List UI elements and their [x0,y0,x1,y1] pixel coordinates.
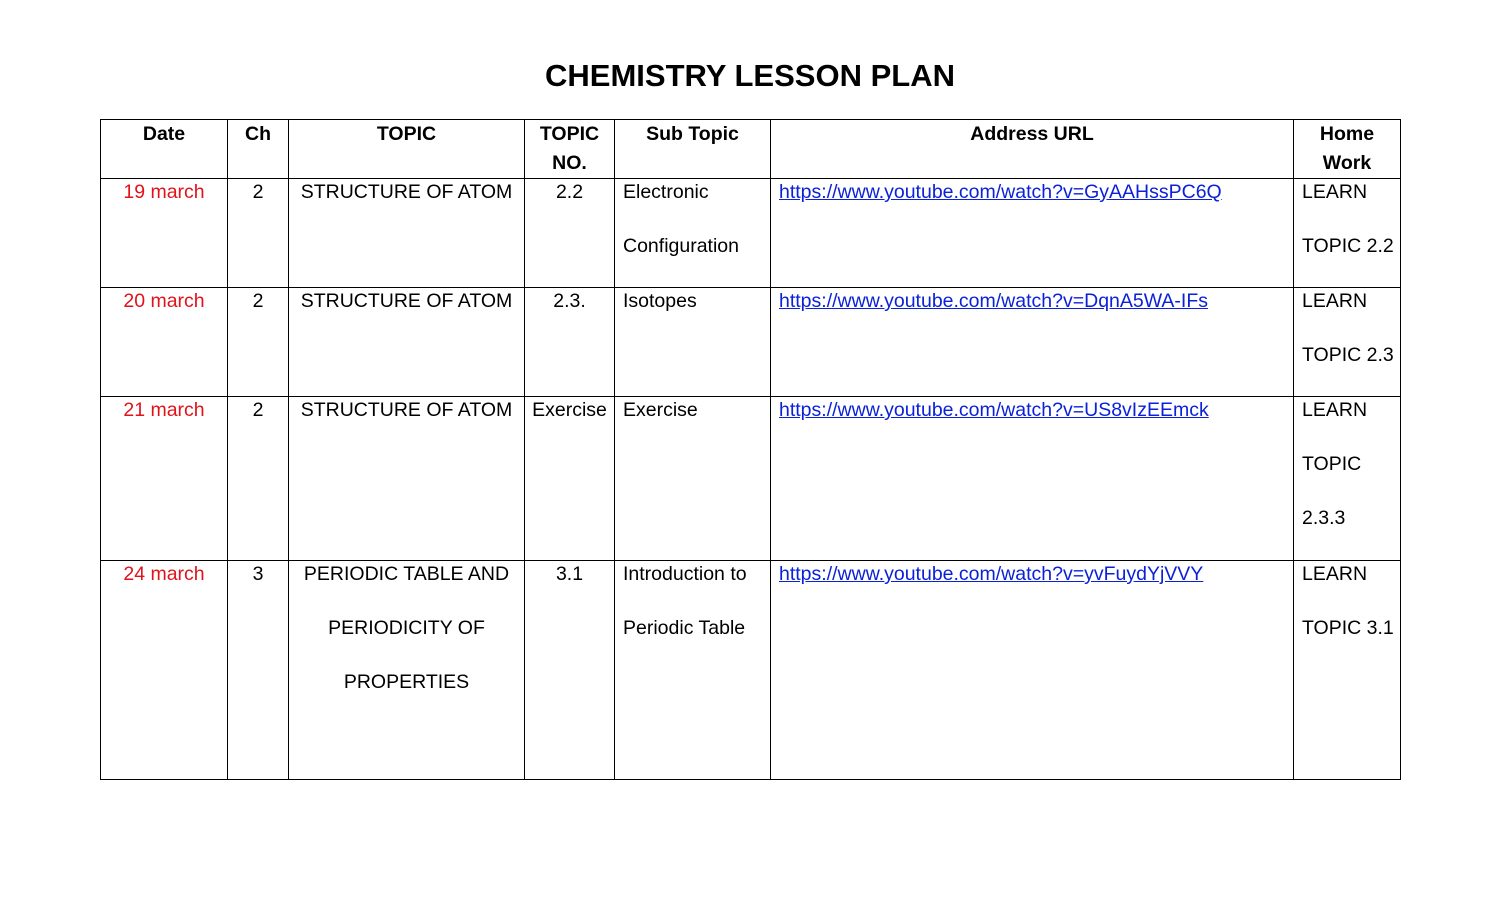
header-url: Address URL [771,120,1294,179]
topic-line: PERIODIC TABLE AND [303,563,510,585]
url-cell [771,561,1294,780]
homework-cell [1294,288,1401,397]
date-text: 24 march [123,563,205,585]
topic-no-cell [525,179,615,288]
chapter-text: 2 [252,181,264,203]
homework-line: TOPIC 2.3 [1302,344,1394,366]
url-cell [771,397,1294,561]
homework-cell [1294,179,1401,288]
chapter-cell [228,397,289,561]
url-cell [771,179,1294,288]
sub-topic-line: Configuration [623,235,739,257]
date-cell [101,561,228,780]
topic-line: STRUCTURE OF ATOM [300,290,513,312]
video-link[interactable]: https://www.youtube.com/watch?v=yvFuydYjVVY [779,563,1204,585]
sub-topic-line: Periodic Table [623,617,746,639]
sub-topic-line: Exercise [623,399,698,421]
homework-line: LEARN [1302,399,1368,421]
header-homework-line2: Work [1322,152,1372,174]
topic-no-cell [525,561,615,780]
lesson-plan-table [100,119,1401,780]
table-row [101,179,1401,288]
chapter-text: 2 [252,290,264,312]
chapter-cell [228,288,289,397]
chapter-text: 2 [252,399,264,421]
topic-no-cell [525,288,615,397]
sub-topic-cell [615,561,771,780]
chapter-text: 3 [252,563,264,585]
topic-cell [289,288,525,397]
homework-cell [1294,561,1401,780]
date-cell [101,179,228,288]
homework-line: LEARN [1302,563,1368,585]
sub-topic-line: Introduction to [623,563,747,585]
date-cell [101,288,228,397]
sub-topic-cell [615,288,771,397]
header-sub-topic: Sub Topic [615,120,771,179]
topic-line: STRUCTURE OF ATOM [300,181,513,203]
homework-line: 2.3.3 [1302,507,1346,529]
header-topic-no-line2: NO. [552,152,587,174]
topic-line: PROPERTIES [343,671,470,693]
url-cell [771,288,1294,397]
video-link[interactable]: https://www.youtube.com/watch?v=GyAAHssPC6Q [779,181,1222,203]
header-date: Date [101,120,228,179]
topic-cell [289,397,525,561]
sub-topic-cell [615,397,771,561]
homework-line: TOPIC [1302,453,1362,475]
table-row [101,288,1401,397]
table-row [101,397,1401,561]
homework-line: LEARN [1302,181,1368,203]
homework-line: TOPIC 2.2 [1302,235,1394,257]
sub-topic-cell [615,179,771,288]
topic-line: STRUCTURE OF ATOM [300,399,513,421]
table-row [101,561,1401,780]
chapter-cell [228,179,289,288]
topic-cell [289,561,525,780]
header-chapter: Ch [228,120,289,179]
topic-cell [289,179,525,288]
header-topic: TOPIC [289,120,525,179]
homework-line: LEARN [1302,290,1368,312]
video-link[interactable]: https://www.youtube.com/watch?v=US8vIzEEmck [779,399,1209,421]
date-text: 21 march [123,399,205,421]
sub-topic-line: Isotopes [623,290,697,312]
date-text: 19 march [123,181,205,203]
header-homework-line1: Home [1319,123,1375,145]
topic-no-text: 2.3. [553,290,586,312]
header-topic-no-line1: TOPIC [539,123,600,145]
date-cell [101,397,228,561]
topic-no-text: Exercise [532,399,607,421]
video-link[interactable]: https://www.youtube.com/watch?v=DqnA5WA-IFs [779,290,1208,312]
homework-line: TOPIC 3.1 [1302,617,1394,639]
sub-topic-line: Electronic [623,181,709,203]
page-title: CHEMISTRY LESSON PLAN [545,58,955,93]
homework-cell [1294,397,1401,561]
topic-no-cell [525,397,615,561]
topic-line: PERIODICITY OF [328,617,485,639]
chapter-cell [228,561,289,780]
date-text: 20 march [123,290,205,312]
topic-no-text: 2.2 [555,181,584,203]
topic-no-text: 3.1 [555,563,584,585]
